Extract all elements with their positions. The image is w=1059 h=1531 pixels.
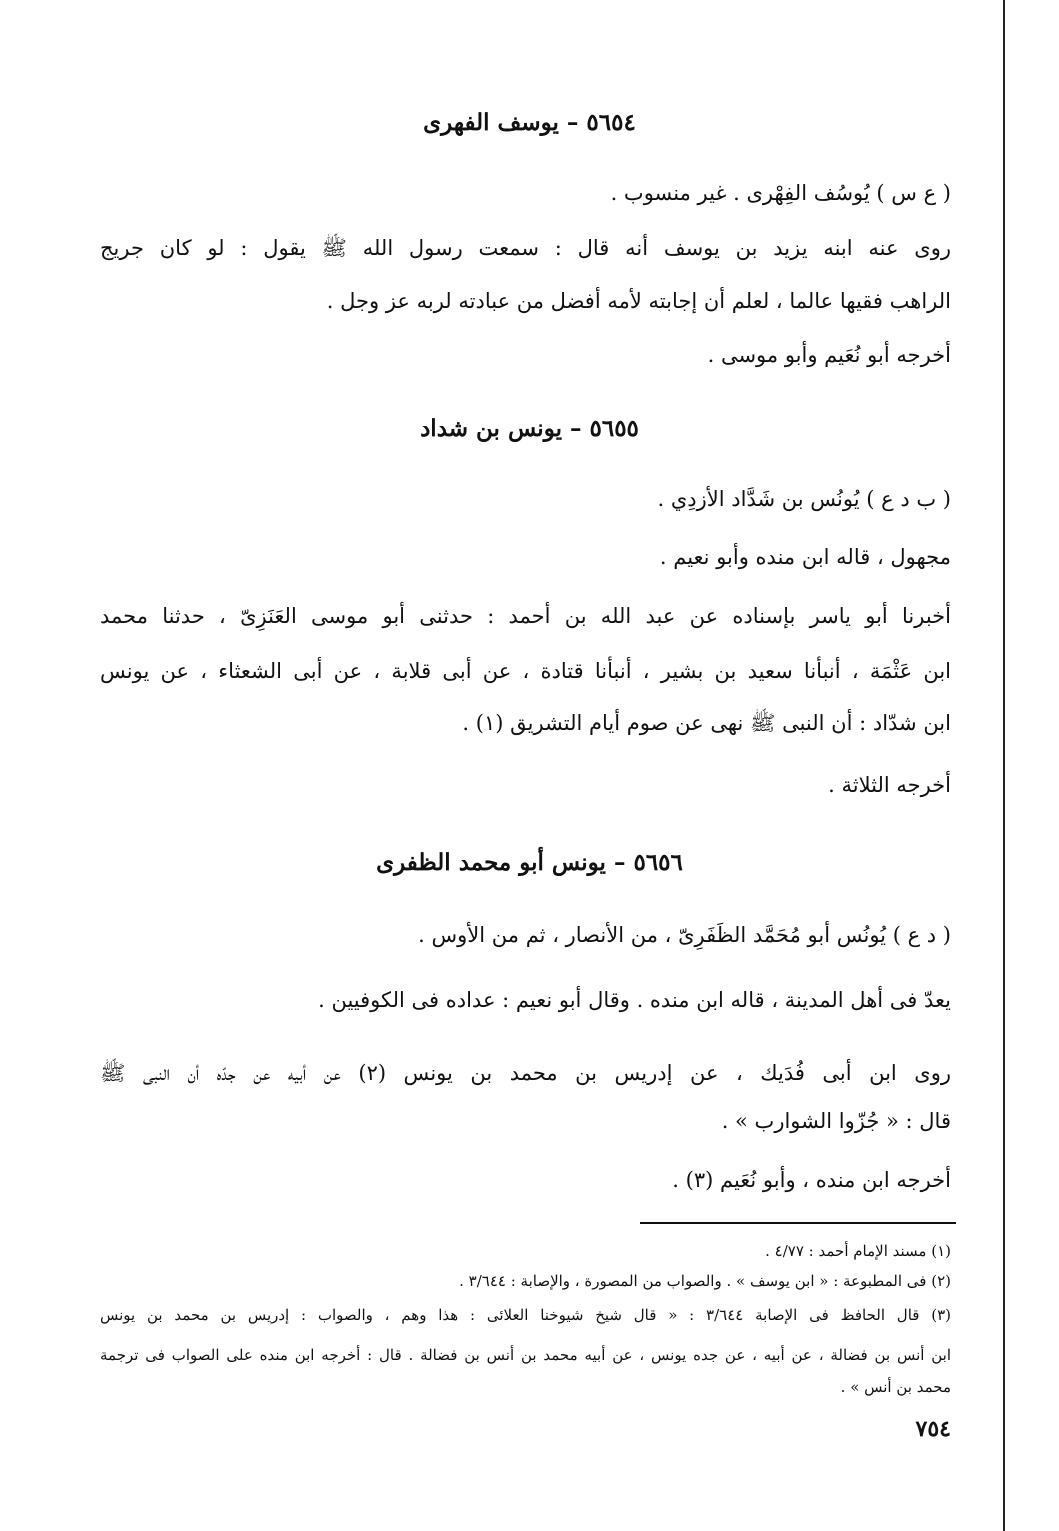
entry-line: ( ع س ) يُوسُف الفِهْرى . غير منسوب . [610,181,951,205]
entry-line: أخبرنا أبو ياسر بإسناده عن عبد الله بن أحمد : حدثنى أبو موسى العَنَزِىّ ، حدثنا محمد [100,604,951,628]
entry-line: ( ب د ع ) يُونُس بن شَدَّاد الأزدِي . [657,487,951,511]
entry-line: ابن شدّاد : أن النبى ﷺ نهى عن صوم أيام التشريق (١) . [462,711,951,735]
entry-heading: ٥٦٥٥ – يونس بن شداد [420,415,639,442]
entry-line: ابن عَثْمَة ، أنبأنا سعيد بن بشير ، أنبأنا قتادة ، عن أبى قلابة ، عن أبى الشعثاء ، عن يونس [100,659,951,683]
entry-line: قال : « جُزّوا الشوارب » . [721,1109,951,1133]
footnote: (٢) فى المطبوعة : « ابن يوسف » . والصواب من المصورة ، والإصابة : ٣/٦٤٤ . [459,1272,951,1290]
entry-line: روى ابن أبى فُدَيك ، عن إدريس بن محمد بن يونس (٢) عن أبيه عن جدّه أن النبى ﷺ [100,1061,951,1085]
footnote: (١) مسند الإمام أحمد : ٤/٧٧ . [765,1242,951,1260]
entry-heading: ٥٦٥٤ – يوسف الفهرى [423,109,636,136]
entry-line: أخرجه الثلاثة . [828,773,951,797]
page-number: ٧٥٤ [915,1416,951,1442]
entry-line: يعدّ فى أهل المدينة ، قاله ابن منده . وقال أبو نعيم : عداده فى الكوفيين . [318,988,951,1012]
entry-line: ( د ع ) يُونُس أبو مُحَمَّد الظَفَرِىّ ، من الأنصار ، ثم من الأوس . [418,923,951,947]
scan-edge-line [1003,0,1005,1531]
entry-line: أخرجه ابن منده ، وأبو نُعَيم (٣) . [672,1168,951,1192]
entry-line: روى عنه ابنه يزيد بن يوسف أنه قال : سمعت رسول الله ﷺ يقول : لو كان جريج [100,236,951,260]
entry-line: أخرجه أبو نُعَيم وأبو موسى . [707,343,951,367]
footnote: محمد بن أنس » . [840,1378,951,1396]
footnote: (٣) قال الحافظ فى الإصابة ٣/٦٤٤ : « قال شيخ شيوخنا العلائى : هذا وهم ، والصواب : إدريس بن محمد بن يونس [100,1306,951,1324]
entry-line: مجهول ، قاله ابن منده وأبو نعيم . [659,545,951,569]
footnote-divider [640,1222,956,1224]
entry-heading: ٥٦٥٦ – يونس أبو محمد الظفرى [376,849,683,876]
entry-line: الراهب فقيها عالما ، لعلم أن إجابته لأمه أفضل من عبادته لربه عز وجل . [326,289,951,313]
footnote: ابن أنس بن فضالة ، عن أبيه ، عن جده يونس ، عن أبيه محمد بن أنس بن فضالة . قال : أخرجه ابن منده على الصواب فى ترجمة [100,1346,951,1364]
